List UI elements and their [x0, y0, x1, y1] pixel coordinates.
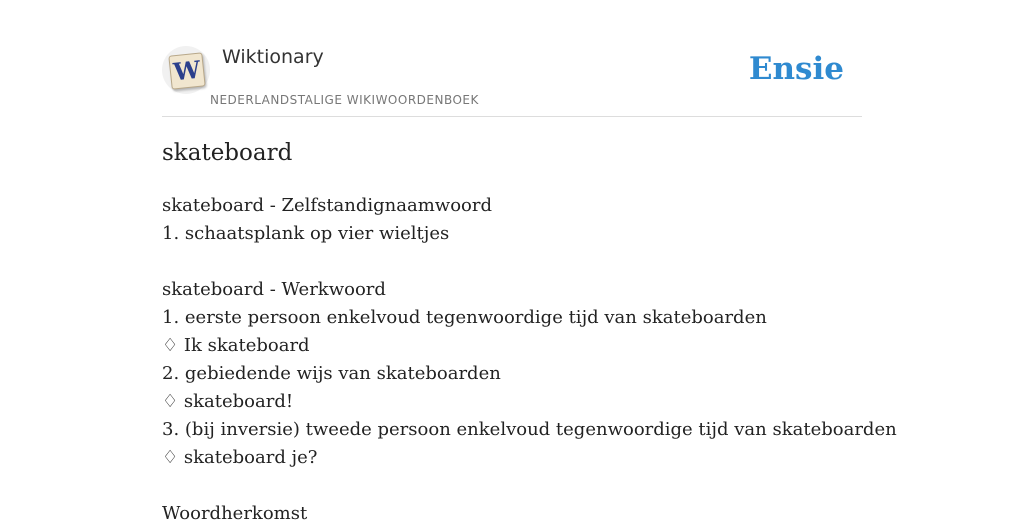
verb-heading: skateboard - Werkwoord [162, 279, 386, 300]
etymology-heading: Woordherkomst [162, 503, 308, 524]
verb-definition-2: 2. gebiedende wijs van skateboarden [162, 363, 501, 384]
site-name[interactable]: Wiktionary [222, 46, 324, 68]
site-subtitle: NEDERLANDSTALIGE WIKIWOORDENBOEK [210, 93, 479, 107]
entry-content [162, 192, 897, 528]
verb-example-3: ♢ skateboard je? [162, 447, 318, 468]
spacer [162, 472, 862, 500]
noun-definition-1: 1. schaatsplank op vier wieltjes [162, 223, 450, 244]
page-container [162, 0, 897, 524]
spacer [162, 248, 862, 276]
wiktionary-logo[interactable] [162, 46, 210, 94]
verb-definition-1: 1. eerste persoon enkelvoud tegenwoordige tijd van skateboarden [162, 307, 767, 328]
site-header [162, 0, 862, 117]
verb-example-1: ♢ Ik skateboard [162, 335, 310, 356]
ensie-brand-logo[interactable]: Ensie [748, 51, 844, 87]
verb-example-2: ♢ skateboard! [162, 391, 294, 412]
page-title: skateboard [162, 140, 293, 166]
noun-heading: skateboard - Zelfstandignaamwoord [162, 195, 493, 216]
verb-definition-3: 3. (bij inversie) tweede persoon enkelvoud tegenwoordige tijd van skateboarden [162, 419, 897, 440]
wiktionary-logo-icon: W [168, 52, 205, 89]
